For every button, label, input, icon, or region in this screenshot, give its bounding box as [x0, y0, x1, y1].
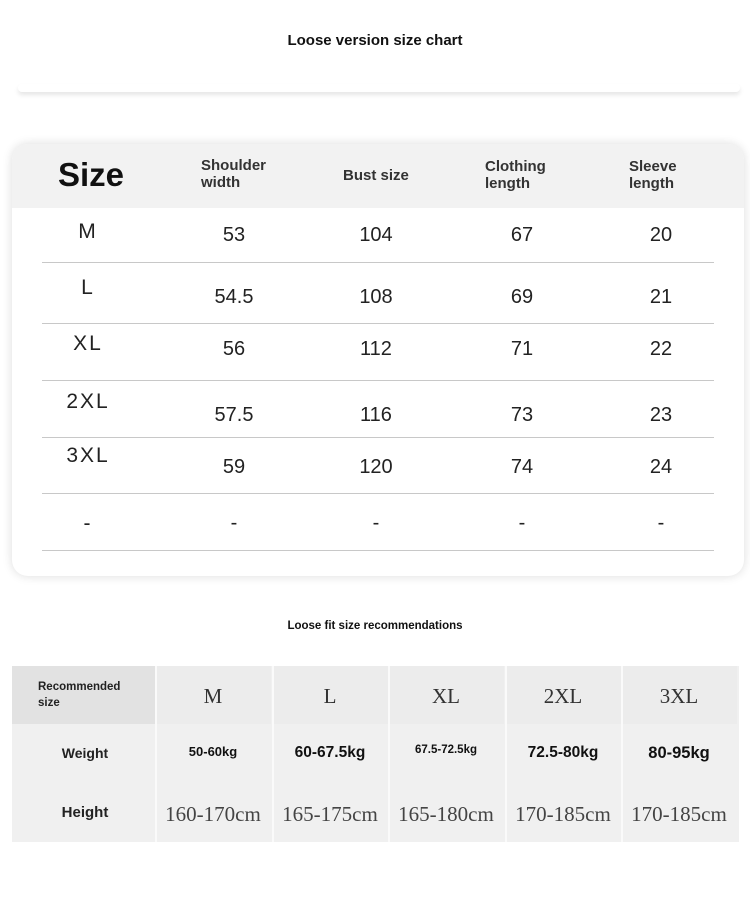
cell-sleeve-length: 20 — [649, 224, 673, 246]
cell-sleeve-length: 23 — [649, 404, 673, 426]
weight-value: 67.5-72.5kg — [414, 744, 477, 756]
cell-sleeve-length: 21 — [649, 286, 673, 308]
header-size: Size — [58, 156, 125, 193]
row-divider — [42, 493, 714, 494]
cell-size: - — [83, 512, 93, 535]
row-divider — [42, 380, 714, 381]
row-divider — [42, 437, 714, 438]
cell-size: M — [78, 220, 98, 243]
cell-shoulder-width: 56 — [222, 338, 246, 360]
height-value: 160-170cm — [165, 802, 261, 826]
recommended-size-label: Recommended size — [38, 681, 121, 709]
cell-bust-size: - — [372, 512, 380, 534]
cell-clothing-length: 71 — [510, 338, 534, 360]
size-chart-header — [12, 144, 744, 208]
recommended-size: 3XL — [659, 684, 699, 708]
recommendations-title: Loose fit size recommendations — [287, 620, 463, 632]
cell-clothing-length: 73 — [510, 404, 534, 426]
cell-bust-size: 108 — [359, 286, 393, 308]
cell-clothing-length: - — [518, 512, 526, 534]
header-clothing-length: Clothing length — [485, 158, 546, 192]
cell-shoulder-width: 57.5 — [214, 404, 254, 426]
cell-clothing-length: 69 — [510, 286, 534, 308]
cell-clothing-length: 67 — [510, 224, 534, 246]
height-value: 170-185cm — [515, 802, 611, 826]
cell-clothing-length: 74 — [510, 456, 534, 478]
recommended-size: XL — [432, 684, 460, 708]
weight-label: Weight — [61, 745, 109, 761]
weight-value: 50-60kg — [188, 744, 238, 759]
height-value: 170-185cm — [631, 802, 727, 826]
header-shoulder-width: Shoulder width — [201, 157, 267, 191]
height-value: 165-180cm — [398, 802, 494, 826]
cell-sleeve-length: 22 — [649, 338, 673, 360]
cell-size: XL — [73, 332, 103, 355]
title-divider — [18, 84, 740, 92]
height-value: 165-175cm — [282, 802, 378, 826]
cell-size: 3XL — [66, 444, 110, 467]
height-label: Height — [61, 804, 109, 821]
cell-sleeve-length: 24 — [649, 456, 673, 478]
header-bust-size: Bust size — [343, 167, 409, 184]
cell-shoulder-width: 54.5 — [214, 286, 254, 308]
weight-value: 60-67.5kg — [294, 744, 366, 761]
size-chart-title: Loose version size chart — [287, 32, 463, 49]
cell-shoulder-width: 53 — [222, 224, 246, 246]
cell-sleeve-length: - — [657, 512, 665, 534]
cell-bust-size: 120 — [359, 456, 393, 478]
weight-value: 72.5-80kg — [527, 744, 599, 761]
cell-bust-size: 104 — [359, 224, 393, 246]
cell-shoulder-width: - — [230, 512, 238, 534]
header-sleeve-length: Sleeve length — [629, 158, 677, 192]
cell-bust-size: 116 — [360, 404, 392, 426]
row-divider — [42, 550, 714, 551]
row-divider — [42, 323, 714, 324]
recommendations-table — [12, 666, 739, 842]
cell-bust-size: 112 — [360, 338, 392, 360]
row-divider — [42, 262, 714, 263]
recommended-size: M — [203, 684, 223, 708]
recommended-size: 2XL — [543, 684, 583, 708]
size-chart-table — [12, 144, 744, 576]
recommended-size: L — [323, 684, 337, 708]
cell-shoulder-width: 59 — [222, 456, 246, 478]
cell-size: 2XL — [66, 390, 110, 413]
recommended-size-header — [12, 666, 155, 724]
cell-size: L — [81, 276, 95, 299]
weight-value: 80-95kg — [648, 744, 710, 762]
